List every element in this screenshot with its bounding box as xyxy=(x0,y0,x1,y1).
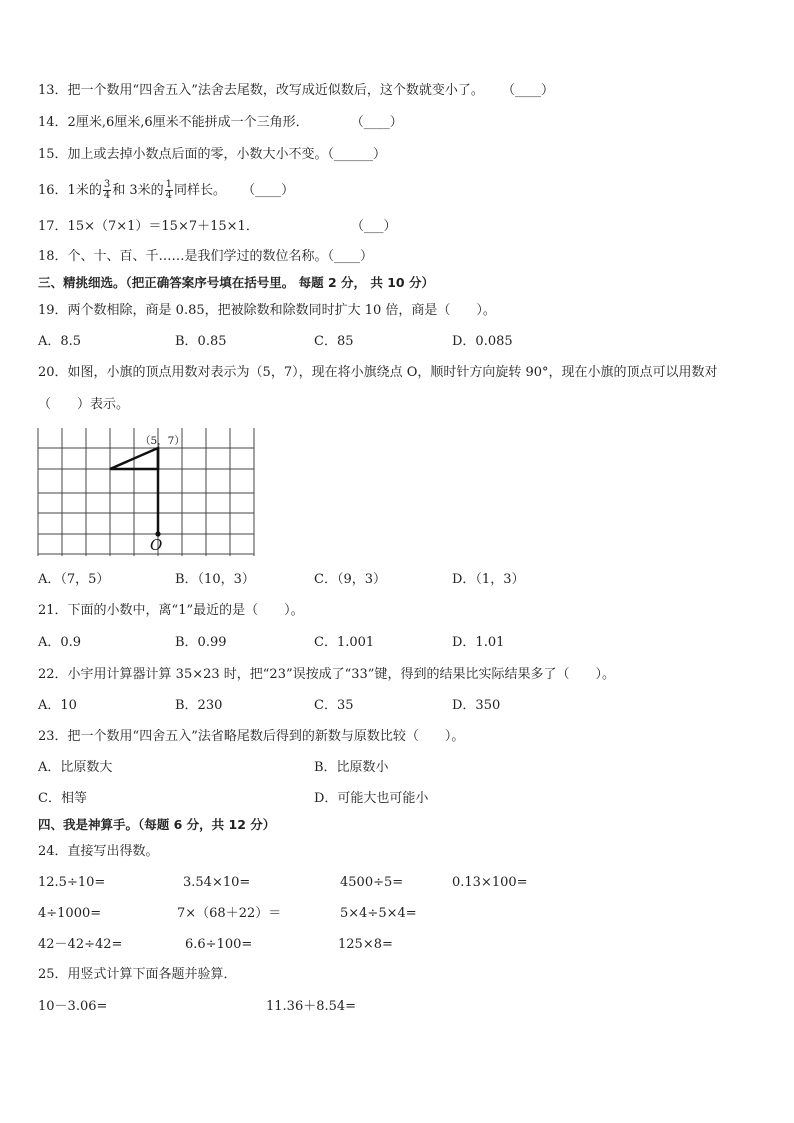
question-14 xyxy=(38,114,403,132)
question-25-stem: 25．用竖式计算下面各题并验算． xyxy=(38,967,237,982)
question-16-text-post: 同样长。 xyxy=(173,183,226,198)
calc-item: 6.6÷100= xyxy=(185,937,253,952)
question-17-text: 17．15×（7×1）＝15×7＋15×1． xyxy=(38,219,259,234)
option-c[interactable]: C．35 xyxy=(314,698,354,713)
question-23-stem: 23．把一个数用“四舍五入”法省略尾数后得到的新数与原数比较（ ）。 xyxy=(38,729,465,744)
option-c[interactable]: C．（9，3） xyxy=(314,572,386,587)
option-c[interactable]: C．相等 xyxy=(38,791,87,806)
answer-blank[interactable]: （___） xyxy=(350,219,397,234)
question-19-stem: 19．两个数相除，商是 0.85，把被除数和除数同时扩大 10 倍，商是（ ）。 xyxy=(38,303,496,318)
calc-item: 0.13×100= xyxy=(452,875,528,890)
question-20-stem-line1: 20．如图，小旗的顶点用数对表示为（5，7），现在将小旗绕点 O，顺时针方向旋转 90°，现在小旗的顶点可以用数对 xyxy=(38,365,718,380)
question-22-stem: 22．小宇用计算器计算 35×23 时，把“23”误按成了“33”键，得到的结果比实际结果多了（ ）。 xyxy=(38,667,615,682)
option-a[interactable]: A．比原数大 xyxy=(38,760,113,775)
option-d[interactable]: D．0.085 xyxy=(452,334,513,349)
fraction-three-quarters: $\frac{3}{4}$ xyxy=(103,179,111,201)
question-16-text-pre: 16．1米的 xyxy=(38,183,102,198)
calc-item: 4÷1000= xyxy=(38,906,102,921)
coordinate-grid xyxy=(38,428,254,556)
calc-item: 42－42÷42= xyxy=(38,937,123,952)
answer-blank[interactable]: （____） xyxy=(350,115,403,130)
question-13-text: 13．把一个数用“四舍五入”法舍去尾数，改写成近似数后，这个数就变小了。 xyxy=(38,83,484,98)
question-17 xyxy=(38,218,396,236)
question-24-stem: 24．直接写出得数。 xyxy=(38,844,159,859)
question-20-stem-line2: （ ）表示。 xyxy=(38,397,130,412)
calc-item: 12.5÷10= xyxy=(38,875,106,890)
question-21-stem: 21．下面的小数中，离“1”最近的是（ ）。 xyxy=(38,603,304,618)
option-d[interactable]: D．350 xyxy=(452,698,501,713)
flag-grid-figure xyxy=(36,428,258,560)
question-18-text[interactable]: 18．个、十、百、千……是我们学过的数位名称。（____） xyxy=(38,249,374,264)
question-18 xyxy=(38,248,373,266)
question-14-text: 14．2厘米,6厘米,6厘米不能拼成一个三角形． xyxy=(38,115,309,130)
answer-blank[interactable]: （____） xyxy=(242,183,295,198)
calc-item: 5×4÷5×4= xyxy=(340,906,417,921)
option-a[interactable]: A．0.9 xyxy=(38,635,82,650)
vertex-label: （5，7） xyxy=(140,435,185,447)
calc-item: 3.54×10= xyxy=(183,875,251,890)
option-c[interactable]: C．1.001 xyxy=(314,635,375,650)
question-16 xyxy=(38,179,294,203)
question-16-text-mid: 和 3米的 xyxy=(112,183,164,198)
option-d[interactable]: D．1.01 xyxy=(452,635,505,650)
section-4-title: 四、我是神算手。（每题 6 分，共 12 分） xyxy=(38,817,276,832)
option-a[interactable]: A．10 xyxy=(38,698,77,713)
option-b[interactable]: B．0.85 xyxy=(175,334,227,349)
option-d[interactable]: D．（1，3） xyxy=(452,572,525,587)
fraction-one-quarter: $\frac{1}{4}$ xyxy=(165,179,172,201)
vertical-calc-item: 10－3.06= xyxy=(38,999,108,1014)
flag xyxy=(110,448,161,537)
calc-item: 7×（68＋22）＝ xyxy=(177,906,282,921)
section-3-title: 三、精挑细选。（把正确答案序号填在括号里。 每题 2 分， 共 10 分） xyxy=(38,275,434,290)
option-b[interactable]: B．（10，3） xyxy=(175,572,255,587)
option-b[interactable]: B．比原数小 xyxy=(314,760,389,775)
option-b[interactable]: B．0.99 xyxy=(175,635,227,650)
answer-blank[interactable]: （____） xyxy=(501,83,554,98)
calc-item: 125×8= xyxy=(338,937,393,952)
option-b[interactable]: B．230 xyxy=(175,698,223,713)
option-a[interactable]: A．（7，5） xyxy=(38,572,110,587)
question-15 xyxy=(38,146,386,164)
vertical-calc-item: 11.36＋8.54= xyxy=(266,999,357,1014)
calc-item: 4500÷5= xyxy=(340,875,404,890)
option-c[interactable]: C．85 xyxy=(314,334,354,349)
origin-label: O xyxy=(150,536,163,554)
option-a[interactable]: A．8.5 xyxy=(38,334,82,349)
question-13 xyxy=(38,82,554,100)
option-d[interactable]: D．可能大也可能小 xyxy=(314,791,429,806)
question-15-text[interactable]: 15．加上或去掉小数点后面的零，小数大小不变。（______） xyxy=(38,147,387,162)
